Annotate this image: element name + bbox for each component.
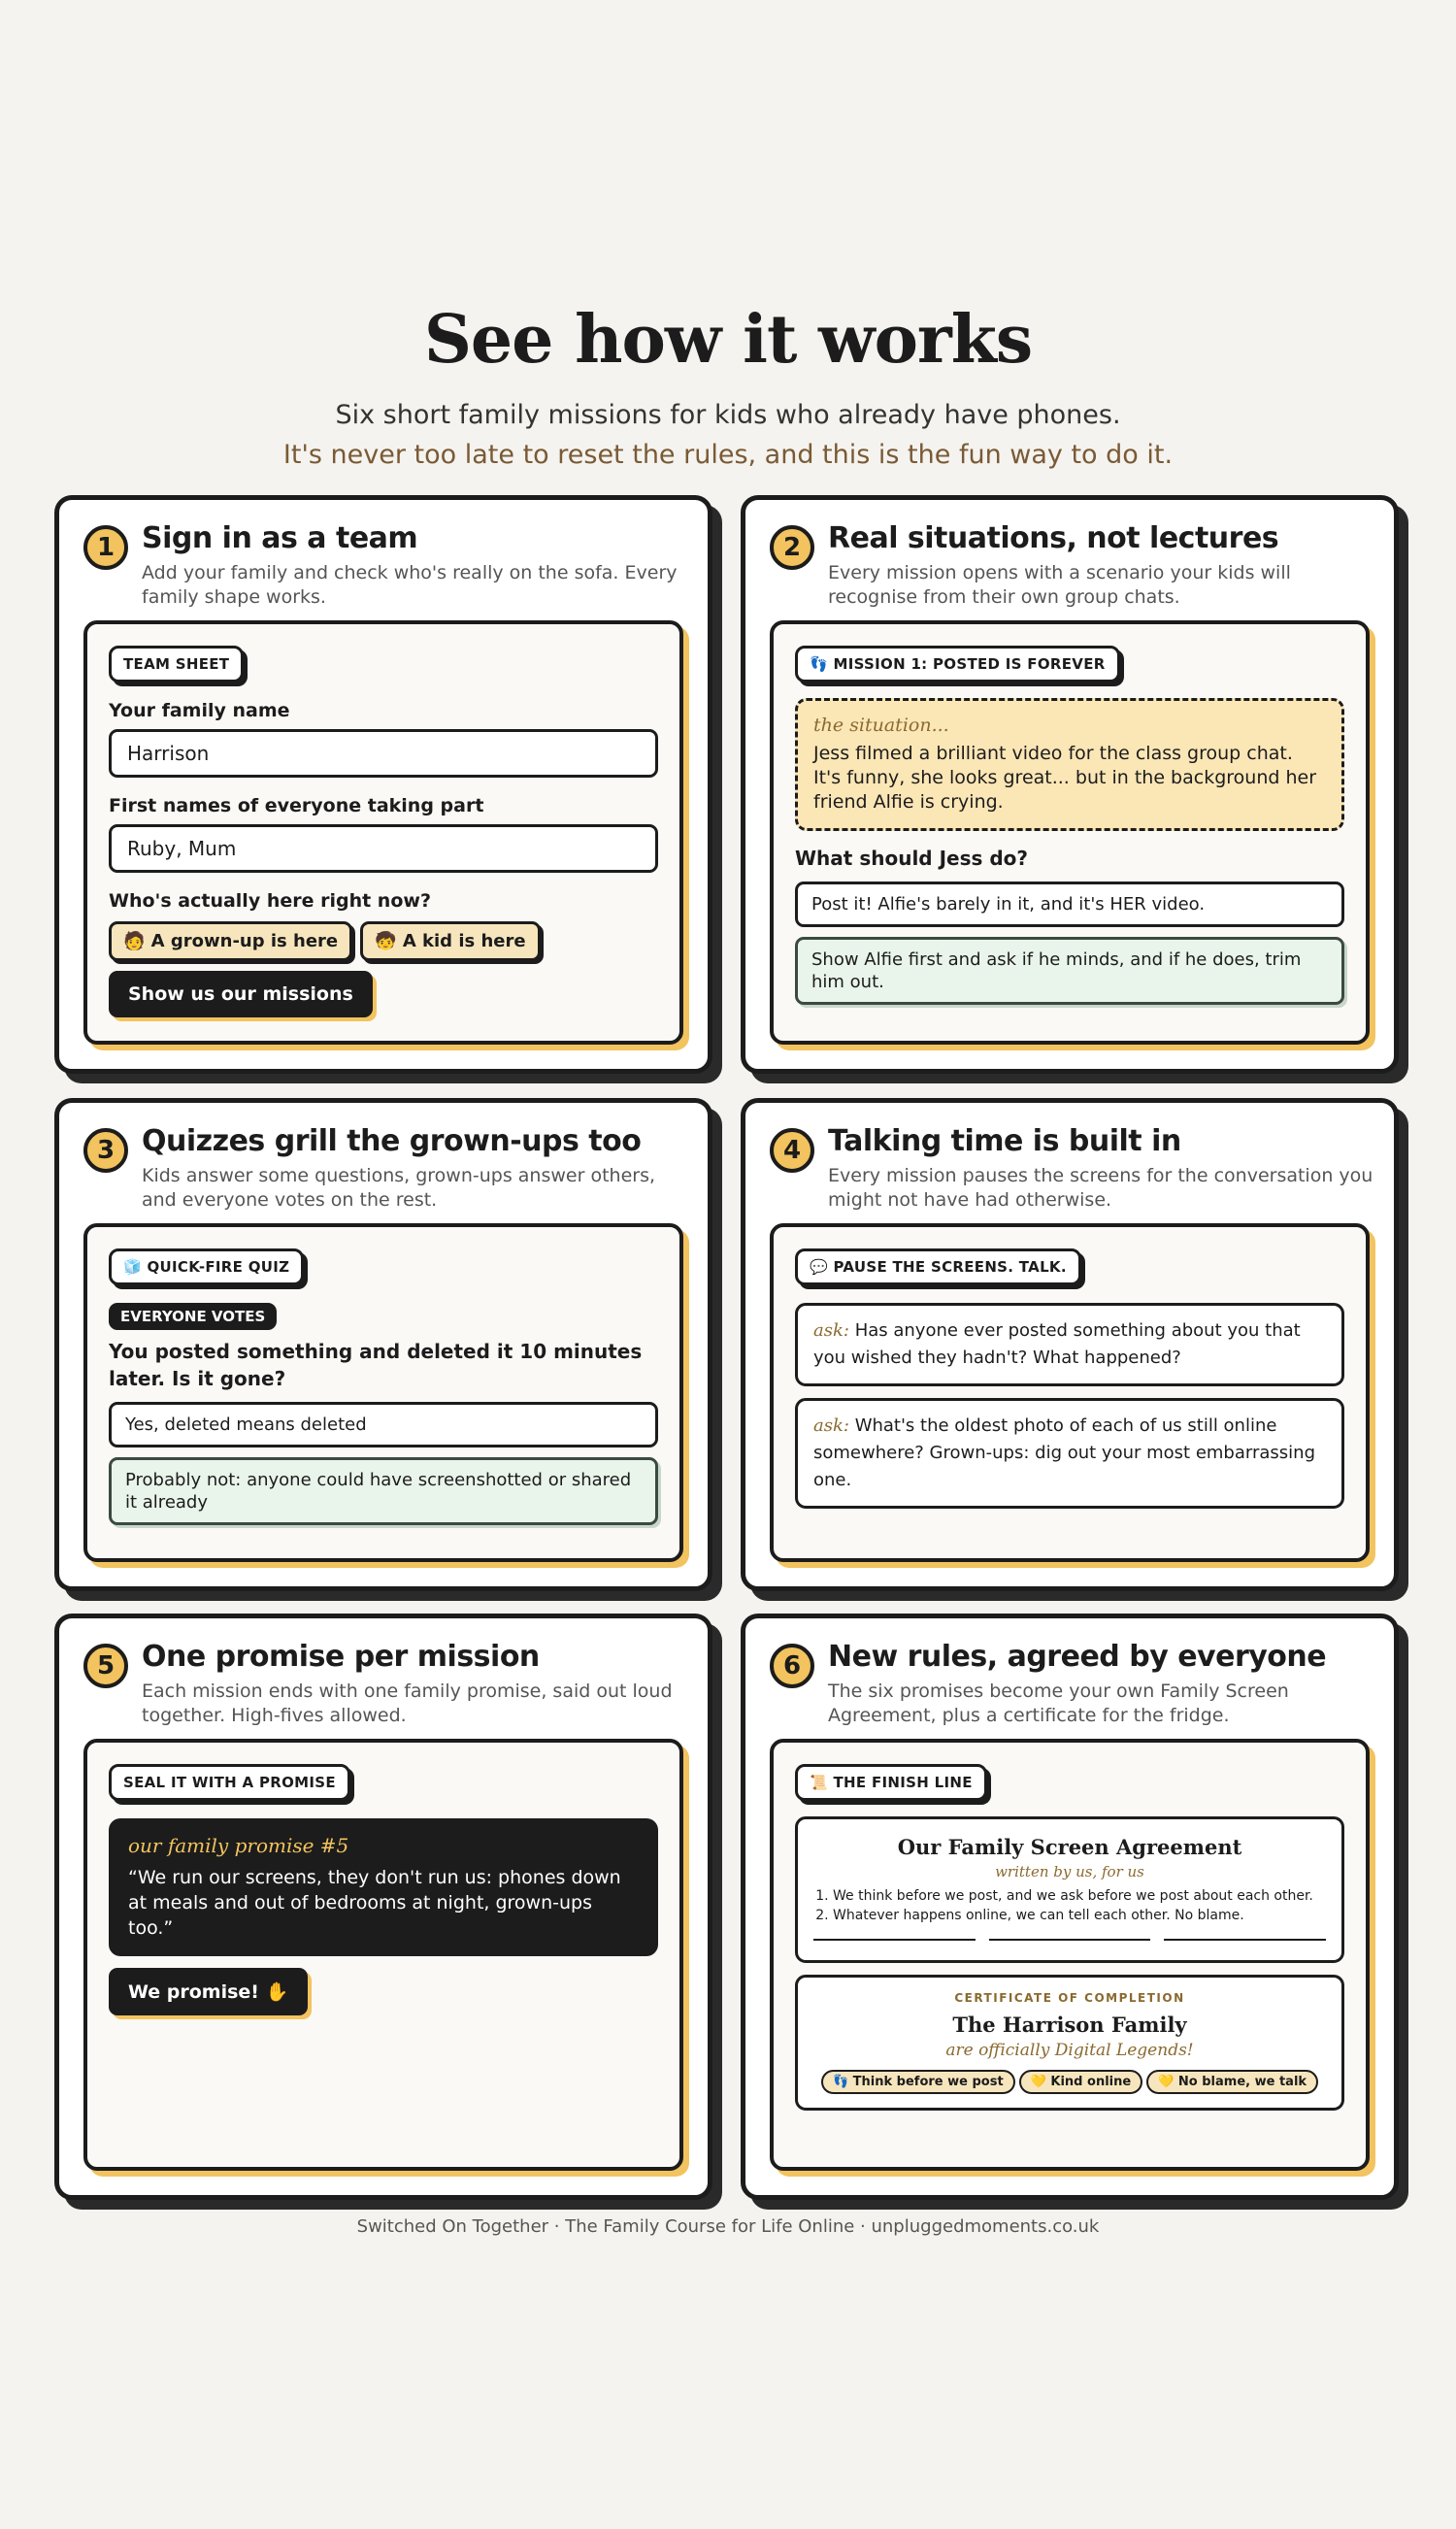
answer-option[interactable]: Yes, deleted means deleted bbox=[109, 1402, 658, 1448]
team-sheet-panel bbox=[83, 620, 683, 1045]
panel-tag: 📜 THE FINISH LINE bbox=[795, 1764, 987, 1801]
certificate-subtitle: are officially Digital Legends! bbox=[945, 2041, 1194, 2060]
promise-chip: 💛 No blame, we talk bbox=[1146, 2070, 1318, 2094]
page-subtitle: Six short family missions for kids who already have phones. bbox=[335, 400, 1121, 430]
talk-panel bbox=[770, 1223, 1370, 1562]
grown-up-here-button[interactable]: 🧑 A grown-up is here bbox=[109, 921, 352, 961]
screen-agreement bbox=[795, 1816, 1344, 1963]
agreement-rules bbox=[813, 1886, 1326, 1925]
panel-tag: TEAM SHEET bbox=[109, 646, 244, 682]
everyone-votes-badge: EVERYONE VOTES bbox=[109, 1303, 277, 1330]
card-header bbox=[745, 1103, 1394, 1223]
panel-tag: 👣 MISSION 1: POSTED IS FOREVER bbox=[795, 646, 1120, 682]
situation-text: Jess filmed a brilliant video for the class group chat. It's funny, she looks great... but in the background her friend Alfie is crying. bbox=[813, 743, 1317, 813]
step-number: 3 bbox=[83, 1128, 128, 1173]
card-title: Sign in as a team bbox=[142, 521, 418, 555]
step-card-3 bbox=[54, 1098, 712, 1591]
card-description: Every mission pauses the screens for the conversation you might not have had otherwise. bbox=[828, 1165, 1373, 1211]
agreement-subtitle: written by us, for us bbox=[995, 1863, 1144, 1880]
promise-label: our family promise #5 bbox=[128, 1834, 349, 1857]
certificate-family-name: The Harrison Family bbox=[952, 2013, 1187, 2037]
certificate-chips bbox=[808, 2070, 1332, 2094]
talk-prompt-text: What's the oldest photo of each of us still online somewhere? Grown-ups: dig out your most embarrassing one. bbox=[813, 1415, 1315, 1490]
step-number: 5 bbox=[83, 1644, 128, 1688]
agreement-rule: 2. Whatever happens online, we can tell each other. No blame. bbox=[833, 1906, 1326, 1925]
promise-chip: 💛 Kind online bbox=[1019, 2070, 1143, 2094]
page-header bbox=[0, 301, 1456, 470]
card-title: New rules, agreed by everyone bbox=[828, 1640, 1327, 1674]
step-number: 1 bbox=[83, 525, 128, 570]
card-header bbox=[59, 1103, 708, 1223]
answer-option[interactable]: Post it! Alfie's barely in it, and it's HER video. bbox=[795, 882, 1344, 927]
certificate bbox=[795, 1975, 1344, 2111]
promise-text: “We run our screens, they don't run us: phones down at meals and out of bedrooms at night, grown-ups too.” bbox=[128, 1867, 621, 1939]
card-description: Kids answer some questions, grown-ups answer others, and everyone votes on the rest. bbox=[142, 1165, 656, 1211]
panel-tag: SEAL IT WITH A PROMISE bbox=[109, 1764, 350, 1801]
we-promise-button[interactable]: We promise! ✋ bbox=[109, 1968, 308, 2015]
finish-line-panel bbox=[770, 1739, 1370, 2171]
names-input[interactable]: Ruby, Mum bbox=[109, 824, 658, 873]
ask-label: ask: bbox=[813, 1320, 849, 1341]
promise-chip: 👣 Think before we post bbox=[821, 2070, 1015, 2094]
show-missions-button[interactable]: Show us our missions bbox=[109, 971, 373, 1017]
promise-box bbox=[109, 1818, 658, 1956]
agreement-title: Our Family Screen Agreement bbox=[897, 1835, 1242, 1859]
step-card-2 bbox=[741, 495, 1399, 1074]
family-name-input[interactable]: Harrison bbox=[109, 729, 658, 778]
card-description: Each mission ends with one family promise, said out loud together. High-fives allowed. bbox=[142, 1680, 673, 1726]
ask-label: ask: bbox=[813, 1415, 849, 1436]
quiz-panel bbox=[83, 1223, 683, 1562]
talk-prompt bbox=[795, 1398, 1344, 1509]
mission-panel bbox=[770, 620, 1370, 1045]
card-header bbox=[745, 1618, 1394, 1739]
agreement-rule: 1. We think before we post, and we ask before we post about each other. bbox=[833, 1886, 1326, 1906]
answer-option-correct[interactable]: Show Alfie first and ask if he minds, and if he does, trim him out. bbox=[795, 937, 1344, 1005]
talk-prompt-text: Has anyone ever posted something about you that you wished they hadn't? What happened? bbox=[813, 1320, 1301, 1368]
step-number: 4 bbox=[770, 1128, 814, 1173]
answer-option-correct[interactable]: Probably not: anyone could have screenshotted or shared it already bbox=[109, 1457, 658, 1525]
step-card-5 bbox=[54, 1614, 712, 2200]
card-description: Add your family and check who's really on the sofa. Every family shape works. bbox=[142, 562, 678, 608]
step-number: 6 bbox=[770, 1644, 814, 1688]
kid-here-button[interactable]: 🧒 A kid is here bbox=[360, 921, 540, 961]
family-name-label: Your family name bbox=[109, 700, 290, 721]
card-header bbox=[59, 500, 708, 620]
card-description: Every mission opens with a scenario your kids will recognise from their own group chats. bbox=[828, 562, 1291, 608]
card-title: Talking time is built in bbox=[828, 1124, 1181, 1158]
promise-panel bbox=[83, 1739, 683, 2171]
presence-pills bbox=[109, 921, 658, 961]
step-card-6 bbox=[741, 1614, 1399, 2200]
situation-box bbox=[795, 698, 1344, 831]
step-number: 2 bbox=[770, 525, 814, 570]
step-card-1 bbox=[54, 495, 712, 1074]
card-header bbox=[745, 500, 1394, 620]
card-title: One promise per mission bbox=[142, 1640, 540, 1674]
card-title: Real situations, not lectures bbox=[828, 521, 1279, 555]
names-label: First names of everyone taking part bbox=[109, 795, 484, 816]
step-card-4 bbox=[741, 1098, 1399, 1591]
certificate-kicker: CERTIFICATE OF COMPLETION bbox=[954, 1991, 1185, 2005]
page-subtitle-secondary: It's never too late to reset the rules, and this is the fun way to do it. bbox=[282, 440, 1174, 470]
who-here-label: Who's actually here right now? bbox=[109, 890, 431, 912]
page-title: See how it works bbox=[423, 301, 1033, 379]
talk-prompt bbox=[795, 1303, 1344, 1386]
card-header bbox=[59, 1618, 708, 1739]
signature-lines bbox=[813, 1939, 1326, 1941]
panel-tag: 🧊 QUICK-FIRE QUIZ bbox=[109, 1248, 304, 1285]
page-footer: Switched On Together · The Family Course for Life Online · unpluggedmoments.co.uk bbox=[356, 2216, 1100, 2237]
mission-question: What should Jess do? bbox=[795, 847, 1029, 870]
quiz-question: You posted something and deleted it 10 minutes later. Is it gone? bbox=[109, 1340, 643, 1390]
panel-tag: 💬 PAUSE THE SCREENS. TALK. bbox=[795, 1248, 1081, 1285]
situation-label: the situation... bbox=[813, 715, 949, 736]
card-title: Quizzes grill the grown-ups too bbox=[142, 1124, 642, 1158]
card-description: The six promises become your own Family Screen Agreement, plus a certificate for the fridge. bbox=[828, 1680, 1289, 1726]
